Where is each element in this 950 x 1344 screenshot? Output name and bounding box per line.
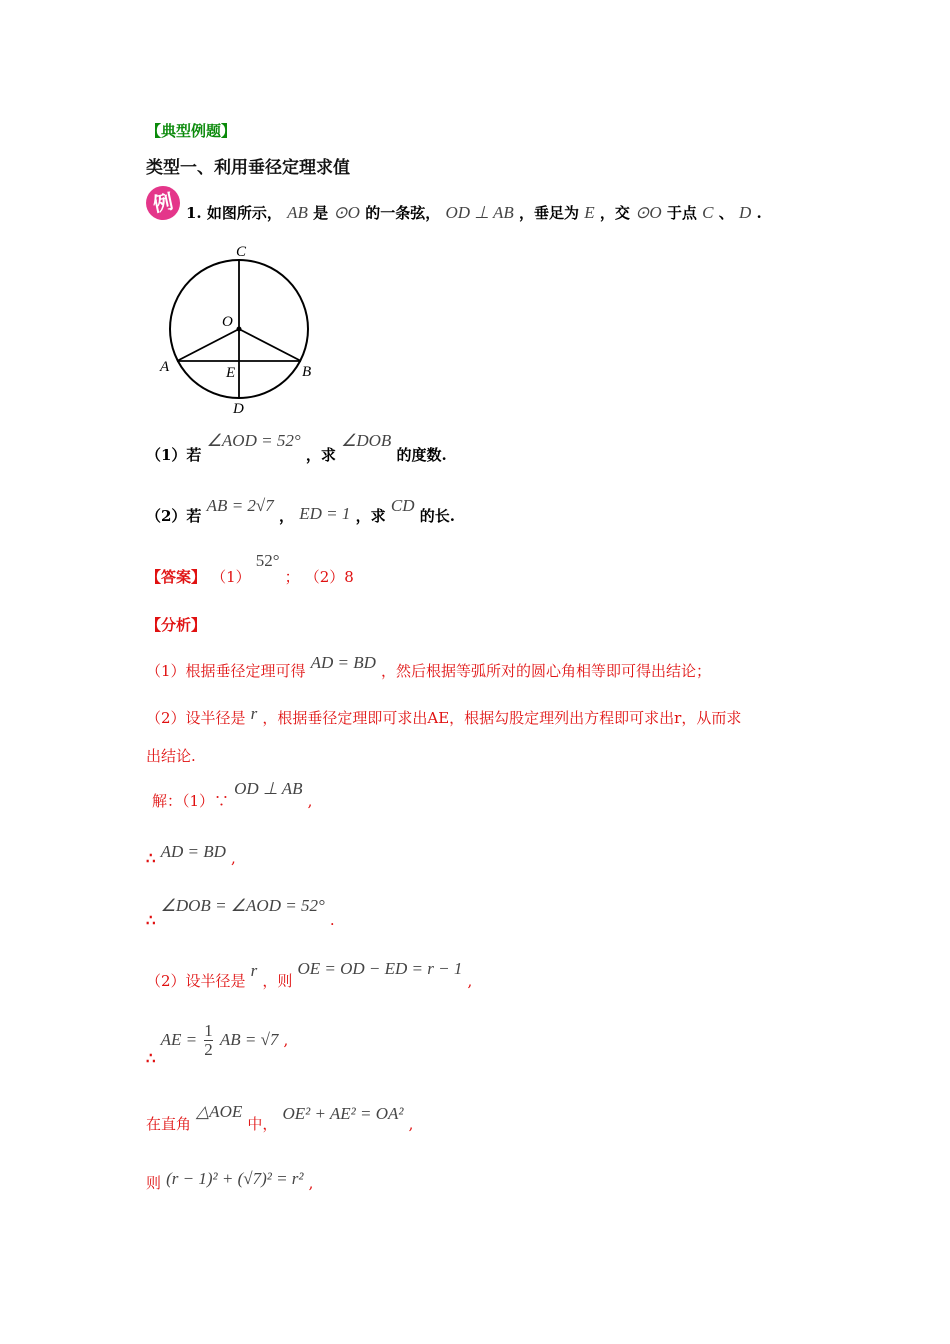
problem-text: 的一条弦， [365, 204, 441, 222]
answer-part-1: （1） [211, 568, 251, 586]
therefore-symbol: ∴ [146, 911, 156, 929]
label-a: A [160, 359, 170, 375]
solution-step-7 [146, 1169, 314, 1193]
fraction-denominator: 2 [204, 1040, 213, 1059]
q2-prefix: （2）若 [146, 507, 202, 525]
label-d: D [233, 401, 244, 417]
solution-punct: , [408, 1115, 414, 1133]
solution-punct: , [467, 972, 473, 990]
problem-text: 是 [313, 204, 329, 222]
solution-step-1 [152, 779, 313, 811]
solution-step-4 [146, 959, 473, 991]
problem-statement [186, 202, 762, 223]
math-circle-o: ⊙O [333, 203, 360, 222]
example-badge: 例 [143, 183, 183, 223]
q1-suffix: 的度数. [396, 446, 447, 464]
math-point-e: E [584, 203, 595, 222]
solution-punct: , [231, 849, 236, 867]
analysis-text: ，根据垂径定理即可求出AE，根据勾股定理列出方程即可求出r，从而求 [262, 709, 742, 727]
solution-punct: , [308, 1174, 314, 1192]
label-e: E [226, 365, 236, 381]
math-circle-o: ⊙O [635, 203, 662, 222]
center-point [237, 327, 242, 332]
math-od-perp-ab: OD ⊥ AB [445, 203, 514, 222]
q1-prefix: （1）若 [146, 446, 202, 464]
solution-math: AE = [160, 1030, 198, 1049]
therefore-symbol: ∴ [146, 849, 156, 867]
analysis-line-3: 出结论. [146, 747, 196, 765]
math-point-c: C [702, 203, 714, 222]
analysis-r: r [250, 704, 258, 723]
solution-math: ∠DOB = ∠AOD = 52° [160, 896, 325, 915]
circle-figure [150, 240, 330, 420]
problem-text: ，交 [599, 204, 630, 222]
analysis-line-2 [146, 704, 742, 728]
therefore-symbol: ∴ [146, 1049, 156, 1067]
analysis-text: （2）设半径是 [146, 709, 246, 727]
q1-given: ∠AOD = 52° [206, 431, 301, 450]
solution-text: 则 [146, 1174, 162, 1192]
solution-math: OE = OD − ED = r − 1 [297, 959, 463, 978]
solution-math: AB = √7 [219, 1030, 279, 1049]
problem-text: ，垂足为 [519, 204, 580, 222]
problem-text: 、 [718, 204, 734, 222]
solution-step-6 [146, 1102, 414, 1134]
q2-given-ed: ED = 1 [299, 504, 351, 523]
label-o: O [222, 314, 233, 330]
solution-text: 在直角 [146, 1115, 192, 1133]
answer-separator: ； [284, 568, 300, 586]
question-1 [146, 431, 447, 465]
solution-punct: , [283, 1031, 289, 1049]
analysis-text: ，然后根据等弧所对的圆心角相等即可得出结论； [381, 662, 712, 680]
analysis-label: 【分析】 [146, 616, 207, 634]
answer-line [146, 551, 354, 587]
type-title: 类型一、利用垂径定理求值 [146, 158, 350, 178]
fraction-one-half [204, 1022, 213, 1059]
q1-target: ∠DOB [341, 431, 392, 450]
analysis-text: （1）根据垂径定理可得 [146, 662, 306, 680]
q2-mid: ，求 [355, 507, 386, 525]
radius-ob [239, 329, 301, 361]
q2-target: CD [390, 496, 415, 515]
pythagoras-equation: OE² + AE² = OA² [282, 1104, 404, 1123]
triangle-aoe: △AOE [196, 1102, 243, 1121]
typical-examples-heading: 【典型例题】 [146, 122, 237, 140]
solution-math: AD = BD [160, 842, 226, 861]
math-ab: AB [287, 203, 308, 222]
radius-oa [177, 329, 239, 361]
radius-equation: (r − 1)² + (√7)² = r² [166, 1169, 304, 1188]
problem-number: 1. [186, 204, 202, 222]
solution-punct: , [307, 792, 313, 810]
solution-text: 中， [247, 1115, 278, 1133]
problem-text: . [756, 204, 762, 222]
solution-text: ，则 [262, 972, 293, 990]
solution-punct: . [329, 911, 335, 929]
q1-mid: ，求 [305, 446, 336, 464]
analysis-arc-equation: AD = BD [310, 653, 376, 672]
question-2 [146, 496, 455, 526]
solution-text: （2）设半径是 [146, 972, 246, 990]
solution-math: OD ⊥ AB [234, 779, 303, 798]
problem-text: 于点 [666, 204, 697, 222]
label-b: B [302, 364, 312, 380]
problem-text: 如图所示， [206, 204, 282, 222]
answer-part-2: （2）8 [304, 568, 354, 586]
math-point-d: D [738, 203, 752, 222]
solution-step-2 [146, 842, 236, 868]
q2-suffix: 的长. [419, 507, 455, 525]
label-c: C [236, 244, 247, 260]
solution-step-5 [146, 1021, 289, 1067]
solution-r: r [250, 961, 258, 980]
fraction-numerator: 1 [204, 1021, 213, 1040]
q2-given-ab: AB = 2√7 [206, 496, 274, 515]
q2-comma: ， [278, 507, 294, 525]
answer-value-1: 52° [255, 551, 280, 570]
analysis-line-1 [146, 653, 712, 681]
solution-step-3 [146, 896, 335, 930]
solution-text: 解：（1）∵ [152, 792, 230, 810]
answer-label: 【答案】 [146, 568, 207, 586]
